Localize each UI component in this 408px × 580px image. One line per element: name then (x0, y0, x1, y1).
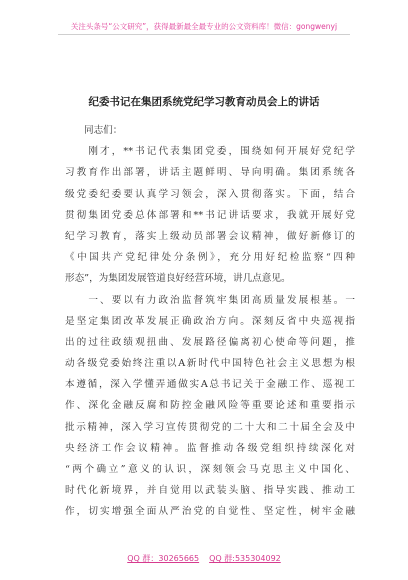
body-line: 形态”，为集团发展管道良好经营环境，讲几点意见。 (65, 273, 291, 285)
header-divider (58, 34, 350, 35)
body-line: 一、要以有力政治监督筑牢集团高质量发展根基。一 (65, 294, 355, 306)
body-line: 出的过往政绩观扭曲、发展路径偏离初心使命等问题，推 (65, 336, 355, 348)
salutation: 同志们： (84, 125, 123, 136)
body-line: 《中国共产党纪律处分条例》，充分用好纪检监察“四种 (65, 252, 355, 264)
footer-qq-groups (0, 553, 408, 564)
body-line: 贯彻集团党委总体部署和**书记讲话要求，我就开展好党 (65, 209, 355, 221)
body-line: “两个确立”意义的认识，深刻领会马克思主义中国化、 (65, 464, 355, 475)
qq-group-link-1[interactable]: QQ 群：30265665 (127, 554, 200, 563)
body-line: 级党委纪委要认真学习领会，深入贯彻落实。下面，结合 (65, 188, 355, 200)
body-line: 时代化新境界，并自觉用以武装头脑、指导实践、推动工 (65, 485, 355, 497)
qq-group-link-2[interactable]: QQ 群:535304092 (209, 554, 281, 563)
body-line: 作、深化金融反腐和防控金融风险等重要论述和重要指示 (65, 400, 355, 412)
body-line: 动各级党委始终注重以A新时代中国特色社会主义思想为根 (65, 358, 355, 370)
document-title: 纪委书记在集团系统党纪学习教育动员会上的讲话 (88, 96, 320, 108)
body-line: 刚才，**书记代表集团党委，围绕如何开展好党纪学 (65, 146, 355, 158)
body-line: 是坚定集团改革发展正确政治方向。深刻反省中央巡视指 (65, 315, 355, 327)
body-line: 央经济工作会议精神。监督推动各级党组织持续深化对 (65, 442, 355, 454)
header-notice: 关注头条号“公文研究”，获得最新最全最专业的公文资料库！微信：gongwenyj (70, 22, 338, 31)
body-line: 习教育作出部署，讲话主题鲜明、导向明确。集团系统各 (65, 167, 355, 179)
document-body (65, 120, 355, 523)
body-line: 本遵循，深入学懂弄通做实A总书记关于金融工作、巡视工 (65, 379, 355, 391)
body-line: 作，切实增强全面从严治党的自觉性、坚定性，树牢金融 (65, 506, 355, 518)
body-line: 纪学习教育，落实上级动员部署会议精神，做好新修订的 (65, 230, 355, 242)
body-line: 批示精神，深入学习宣传贯彻党的二十大和二十届全会及中 (65, 421, 355, 433)
